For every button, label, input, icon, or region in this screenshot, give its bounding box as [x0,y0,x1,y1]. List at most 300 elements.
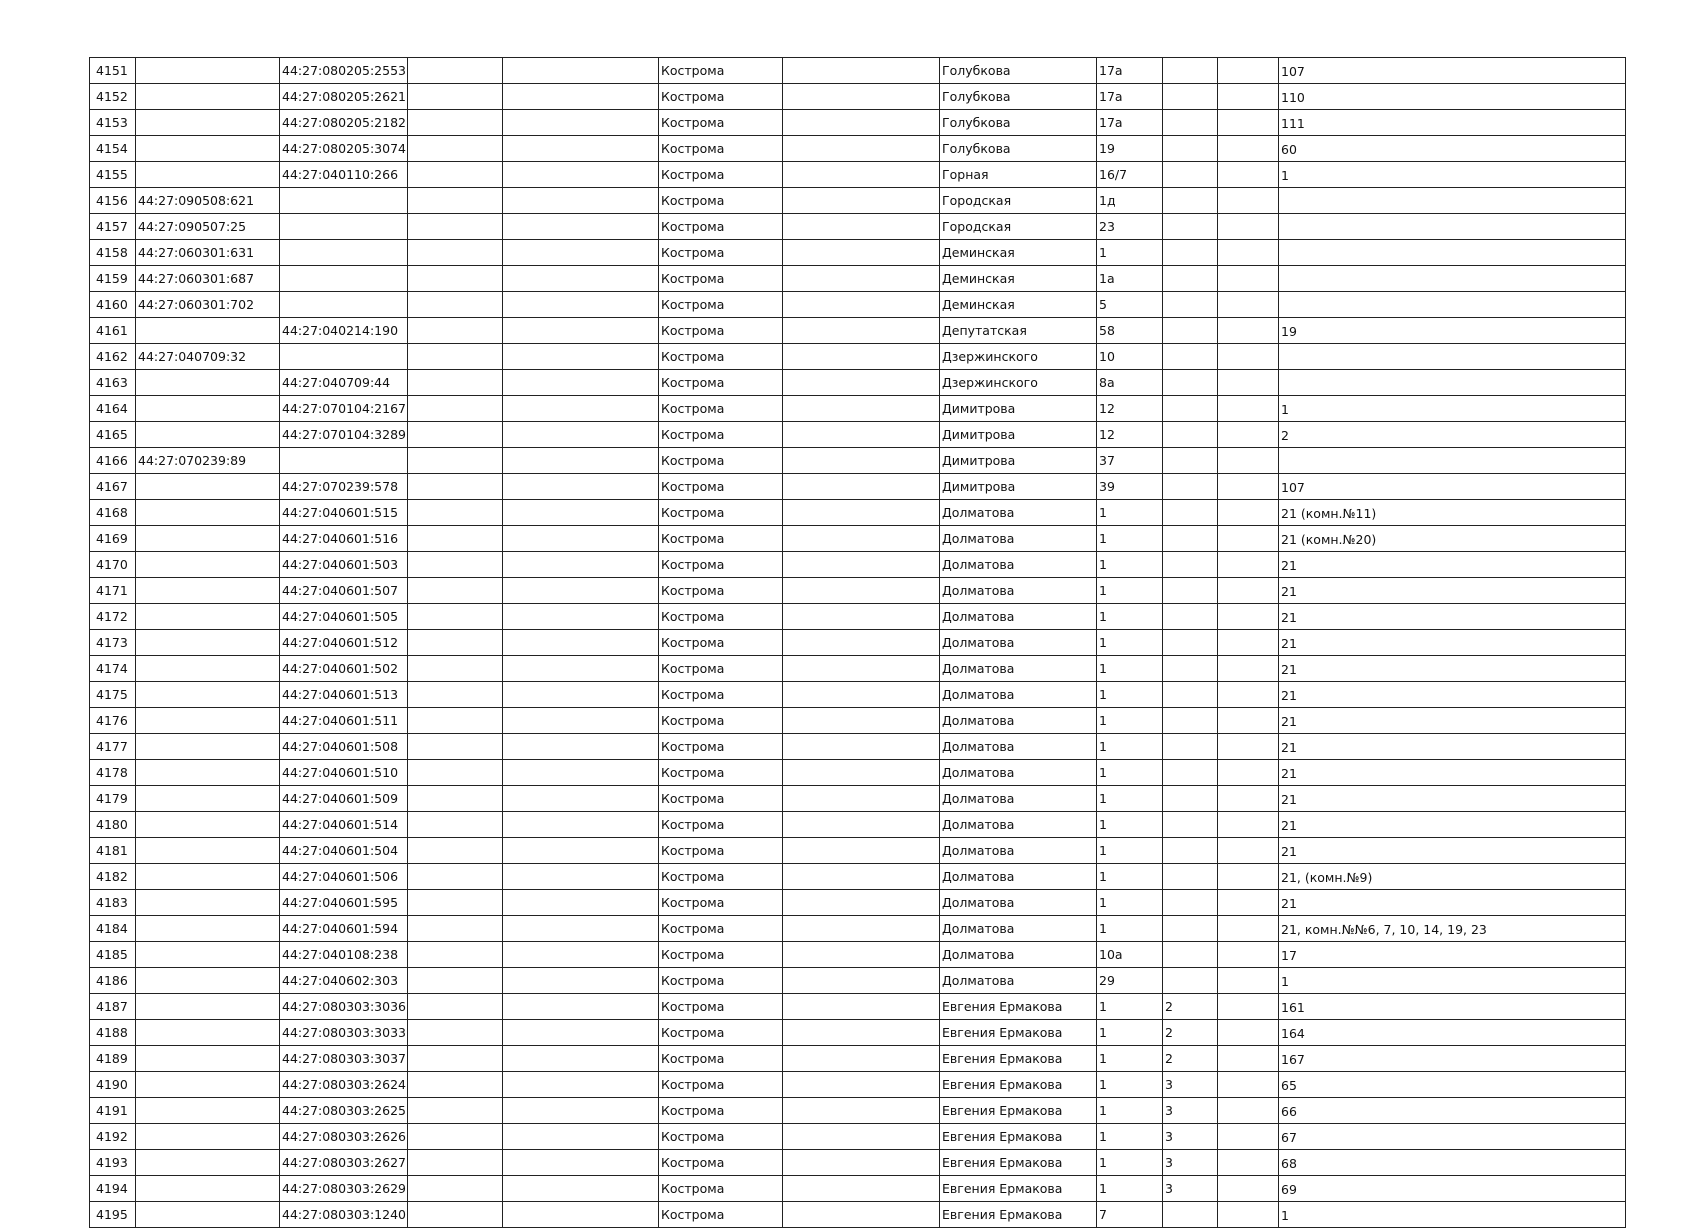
cell-col-5 [503,786,659,812]
cell-building-number [1163,630,1218,656]
cell-row-number: 4156 [90,188,136,214]
cell-apartment: 60 [1279,136,1626,162]
cell-cadastral-number-premises: 44:27:080303:2626 [280,1124,408,1150]
cell-house-number: 8а [1097,370,1163,396]
cell-cadastral-number-land [136,370,280,396]
table-row [90,1098,1626,1124]
cell-col-11 [1218,214,1279,240]
cell-building-number [1163,266,1218,292]
cell-building-number: 3 [1163,1124,1218,1150]
cell-cadastral-number-premises: 44:27:080303:2629 [280,1176,408,1202]
cell-row-number: 4194 [90,1176,136,1202]
table-row [90,240,1626,266]
cell-house-number: 1 [1097,604,1163,630]
cell-row-number: 4166 [90,448,136,474]
table-row [90,1020,1626,1046]
cell-building-number [1163,526,1218,552]
cell-col-4 [408,370,503,396]
table-row [90,214,1626,240]
cell-apartment: 1 [1279,1202,1626,1228]
cell-col-11 [1218,734,1279,760]
table-row [90,448,1626,474]
cell-building-number [1163,812,1218,838]
cell-cadastral-number-premises: 44:27:080205:2553 [280,58,408,84]
cell-apartment: 21 [1279,812,1626,838]
cell-cadastral-number-premises: 44:27:080303:2627 [280,1150,408,1176]
cell-col-11 [1218,500,1279,526]
cell-col-4 [408,812,503,838]
cell-house-number: 5 [1097,292,1163,318]
cell-house-number: 1д [1097,188,1163,214]
cell-cadastral-number-premises: 44:27:040601:502 [280,656,408,682]
cell-col-4 [408,968,503,994]
cell-row-number: 4168 [90,500,136,526]
cell-building-number [1163,58,1218,84]
cell-col-4 [408,1020,503,1046]
cell-cadastral-number-premises: 44:27:040601:513 [280,682,408,708]
cell-col-4 [408,474,503,500]
cell-cadastral-number-land [136,1020,280,1046]
cell-house-number: 1 [1097,760,1163,786]
cell-row-number: 4171 [90,578,136,604]
cell-col-7 [783,1046,940,1072]
cell-apartment: 2 [1279,422,1626,448]
cell-cadastral-number-land [136,890,280,916]
table-row [90,136,1626,162]
cell-col-4 [408,188,503,214]
cell-cadastral-number-premises: 44:27:040601:512 [280,630,408,656]
cell-col-5 [503,500,659,526]
table-row [90,1046,1626,1072]
cell-street: Долматова [940,630,1097,656]
cell-col-4 [408,916,503,942]
cell-city: Кострома [659,578,783,604]
cell-building-number [1163,162,1218,188]
cell-col-7 [783,292,940,318]
cell-col-4 [408,526,503,552]
cell-col-5 [503,136,659,162]
cell-row-number: 4186 [90,968,136,994]
cell-col-7 [783,734,940,760]
cell-col-7 [783,890,940,916]
cell-city: Кострома [659,1124,783,1150]
cell-col-4 [408,552,503,578]
cell-row-number: 4189 [90,1046,136,1072]
cell-col-7 [783,474,940,500]
cell-apartment: 21 [1279,578,1626,604]
cell-row-number: 4175 [90,682,136,708]
cell-col-11 [1218,760,1279,786]
cell-apartment [1279,292,1626,318]
property-register-table [89,57,1626,1228]
table-row [90,1150,1626,1176]
cell-col-4 [408,890,503,916]
cell-house-number: 1 [1097,1176,1163,1202]
cell-row-number: 4170 [90,552,136,578]
cell-street: Долматова [940,890,1097,916]
cell-col-5 [503,188,659,214]
cell-col-7 [783,604,940,630]
cell-apartment: 21 [1279,838,1626,864]
cell-house-number: 16/7 [1097,162,1163,188]
cell-building-number [1163,188,1218,214]
cell-cadastral-number-premises: 44:27:070239:578 [280,474,408,500]
cell-house-number: 37 [1097,448,1163,474]
cell-col-5 [503,838,659,864]
cell-cadastral-number-land [136,500,280,526]
cell-city: Кострома [659,838,783,864]
cell-apartment: 21 [1279,890,1626,916]
cell-city: Кострома [659,188,783,214]
table-row [90,942,1626,968]
cell-col-7 [783,916,940,942]
cell-city: Кострома [659,84,783,110]
cell-building-number [1163,682,1218,708]
cell-cadastral-number-land: 44:27:060301:687 [136,266,280,292]
cell-col-11 [1218,188,1279,214]
cell-house-number: 17а [1097,58,1163,84]
cell-city: Кострома [659,1176,783,1202]
cell-building-number [1163,344,1218,370]
cell-building-number: 3 [1163,1072,1218,1098]
cell-city: Кострома [659,812,783,838]
cell-cadastral-number-premises [280,344,408,370]
cell-cadastral-number-premises: 44:27:080303:2625 [280,1098,408,1124]
cell-col-5 [503,630,659,656]
cell-col-11 [1218,1072,1279,1098]
cell-row-number: 4157 [90,214,136,240]
cell-house-number: 10 [1097,344,1163,370]
cell-apartment: 21 (комн.№20) [1279,526,1626,552]
cell-apartment: 21 [1279,734,1626,760]
cell-col-7 [783,630,940,656]
cell-cadastral-number-premises: 44:27:040601:595 [280,890,408,916]
cell-col-4 [408,266,503,292]
cell-city: Кострома [659,1072,783,1098]
cell-apartment: 1 [1279,396,1626,422]
cell-apartment: 21 [1279,630,1626,656]
cell-row-number: 4158 [90,240,136,266]
cell-apartment: 67 [1279,1124,1626,1150]
cell-house-number: 1 [1097,682,1163,708]
cell-col-7 [783,396,940,422]
cell-street: Долматова [940,968,1097,994]
cell-col-7 [783,552,940,578]
cell-row-number: 4155 [90,162,136,188]
cell-city: Кострома [659,1150,783,1176]
cell-col-5 [503,110,659,136]
cell-street: Горная [940,162,1097,188]
cell-street: Евгения Ермакова [940,1072,1097,1098]
cell-col-11 [1218,968,1279,994]
cell-street: Долматова [940,916,1097,942]
cell-row-number: 4163 [90,370,136,396]
cell-apartment [1279,240,1626,266]
table-row [90,786,1626,812]
cell-col-5 [503,552,659,578]
cell-col-5 [503,968,659,994]
cell-cadastral-number-land: 44:27:060301:702 [136,292,280,318]
cell-col-5 [503,448,659,474]
cell-street: Голубкова [940,58,1097,84]
table-row [90,422,1626,448]
cell-cadastral-number-premises: 44:27:080205:2621 [280,84,408,110]
cell-col-5 [503,318,659,344]
cell-apartment: 65 [1279,1072,1626,1098]
cell-col-4 [408,1098,503,1124]
cell-col-11 [1218,630,1279,656]
cell-apartment: 19 [1279,318,1626,344]
cell-row-number: 4151 [90,58,136,84]
cell-city: Кострома [659,344,783,370]
cell-col-7 [783,968,940,994]
cell-city: Кострома [659,370,783,396]
cell-apartment: 21 [1279,682,1626,708]
cell-row-number: 4153 [90,110,136,136]
cell-cadastral-number-land [136,1150,280,1176]
cell-col-11 [1218,84,1279,110]
cell-city: Кострома [659,474,783,500]
table-row [90,318,1626,344]
table-row [90,162,1626,188]
cell-house-number: 1 [1097,1046,1163,1072]
cell-house-number: 10а [1097,942,1163,968]
cell-house-number: 1 [1097,994,1163,1020]
cell-cadastral-number-premises: 44:27:040601:503 [280,552,408,578]
cell-cadastral-number-premises: 44:27:040601:594 [280,916,408,942]
cell-col-4 [408,214,503,240]
cell-building-number [1163,864,1218,890]
cell-building-number [1163,448,1218,474]
cell-city: Кострома [659,58,783,84]
cell-col-7 [783,578,940,604]
cell-house-number: 12 [1097,422,1163,448]
cell-house-number: 1 [1097,864,1163,890]
cell-col-5 [503,1046,659,1072]
cell-col-5 [503,162,659,188]
cell-cadastral-number-land [136,968,280,994]
cell-col-5 [503,370,659,396]
cell-col-7 [783,370,940,396]
cell-house-number: 12 [1097,396,1163,422]
cell-apartment: 1 [1279,968,1626,994]
cell-street: Евгения Ермакова [940,1020,1097,1046]
cell-building-number [1163,474,1218,500]
cell-cadastral-number-land: 44:27:060301:631 [136,240,280,266]
cell-building-number [1163,422,1218,448]
cell-col-7 [783,448,940,474]
cell-city: Кострома [659,214,783,240]
cell-cadastral-number-land [136,1202,280,1228]
cell-col-5 [503,656,659,682]
cell-street: Депутатская [940,318,1097,344]
cell-cadastral-number-land [136,84,280,110]
cell-building-number: 2 [1163,1020,1218,1046]
cell-house-number: 1 [1097,708,1163,734]
cell-col-7 [783,708,940,734]
cell-house-number: 1 [1097,240,1163,266]
table-row [90,1124,1626,1150]
cell-apartment: 167 [1279,1046,1626,1072]
cell-city: Кострома [659,448,783,474]
cell-house-number: 1 [1097,1072,1163,1098]
cell-street: Долматова [940,526,1097,552]
cell-cadastral-number-premises: 44:27:040108:238 [280,942,408,968]
cell-cadastral-number-premises: 44:27:040601:507 [280,578,408,604]
cell-row-number: 4152 [90,84,136,110]
cell-street: Голубкова [940,110,1097,136]
cell-cadastral-number-land [136,552,280,578]
cell-row-number: 4162 [90,344,136,370]
cell-cadastral-number-premises: 44:27:080303:3037 [280,1046,408,1072]
cell-col-4 [408,786,503,812]
cell-street: Димитрова [940,396,1097,422]
cell-col-7 [783,864,940,890]
cell-cadastral-number-land [136,422,280,448]
cell-house-number: 29 [1097,968,1163,994]
cell-cadastral-number-land: 44:27:090508:621 [136,188,280,214]
cell-street: Евгения Ермакова [940,1150,1097,1176]
cell-cadastral-number-land [136,58,280,84]
cell-house-number: 17а [1097,110,1163,136]
cell-cadastral-number-land [136,318,280,344]
cell-street: Димитрова [940,448,1097,474]
cell-city: Кострома [659,162,783,188]
cell-cadastral-number-land [136,1098,280,1124]
cell-col-5 [503,682,659,708]
cell-building-number [1163,110,1218,136]
cell-house-number: 1 [1097,1098,1163,1124]
cell-row-number: 4161 [90,318,136,344]
cell-col-11 [1218,136,1279,162]
cell-cadastral-number-land [136,474,280,500]
cell-col-7 [783,214,940,240]
cell-row-number: 4154 [90,136,136,162]
cell-col-11 [1218,1098,1279,1124]
cell-cadastral-number-land [136,578,280,604]
cell-col-11 [1218,604,1279,630]
cell-col-11 [1218,812,1279,838]
cell-cadastral-number-premises: 44:27:040601:511 [280,708,408,734]
cell-row-number: 4182 [90,864,136,890]
cell-building-number [1163,708,1218,734]
cell-col-4 [408,292,503,318]
cell-cadastral-number-land: 44:27:040709:32 [136,344,280,370]
cell-col-11 [1218,656,1279,682]
cell-col-5 [503,214,659,240]
cell-cadastral-number-premises: 44:27:080303:3036 [280,994,408,1020]
cell-cadastral-number-land [136,812,280,838]
cell-col-11 [1218,448,1279,474]
cell-cadastral-number-premises: 44:27:070104:3289 [280,422,408,448]
cell-street: Долматова [940,552,1097,578]
cell-col-11 [1218,526,1279,552]
cell-building-number: 3 [1163,1150,1218,1176]
cell-building-number [1163,968,1218,994]
cell-cadastral-number-land [136,682,280,708]
cell-building-number [1163,1202,1218,1228]
cell-apartment: 21, (комн.№9) [1279,864,1626,890]
cell-row-number: 4190 [90,1072,136,1098]
cell-col-7 [783,136,940,162]
cell-row-number: 4176 [90,708,136,734]
cell-city: Кострома [659,656,783,682]
cell-street: Голубкова [940,84,1097,110]
cell-col-4 [408,240,503,266]
cell-col-4 [408,1072,503,1098]
cell-cadastral-number-land [136,1046,280,1072]
cell-city: Кострома [659,318,783,344]
cell-col-11 [1218,396,1279,422]
cell-col-11 [1218,942,1279,968]
cell-apartment [1279,370,1626,396]
cell-cadastral-number-premises: 44:27:040601:508 [280,734,408,760]
cell-col-11 [1218,1020,1279,1046]
cell-street: Деминская [940,240,1097,266]
cell-cadastral-number-premises [280,448,408,474]
cell-apartment: 21, комн.№№6, 7, 10, 14, 19, 23 [1279,916,1626,942]
cell-col-11 [1218,1176,1279,1202]
cell-house-number: 1 [1097,500,1163,526]
cell-cadastral-number-premises [280,292,408,318]
cell-building-number [1163,240,1218,266]
cell-street: Евгения Ермакова [940,1098,1097,1124]
cell-col-7 [783,318,940,344]
cell-cadastral-number-land [136,708,280,734]
cell-col-5 [503,526,659,552]
cell-street: Долматова [940,682,1097,708]
cell-street: Голубкова [940,136,1097,162]
cell-city: Кострома [659,1020,783,1046]
cell-cadastral-number-land: 44:27:070239:89 [136,448,280,474]
cell-col-4 [408,734,503,760]
cell-street: Долматова [940,734,1097,760]
cell-house-number: 1 [1097,552,1163,578]
cell-building-number: 3 [1163,1176,1218,1202]
cell-apartment [1279,448,1626,474]
cell-col-7 [783,1098,940,1124]
cell-apartment: 110 [1279,84,1626,110]
cell-cadastral-number-premises: 44:27:080303:2624 [280,1072,408,1098]
cell-house-number: 1 [1097,786,1163,812]
cell-col-5 [503,604,659,630]
cell-col-7 [783,760,940,786]
cell-col-5 [503,1202,659,1228]
cell-col-4 [408,396,503,422]
cell-col-4 [408,84,503,110]
cell-col-11 [1218,318,1279,344]
cell-col-11 [1218,994,1279,1020]
cell-street: Евгения Ермакова [940,1202,1097,1228]
cell-col-4 [408,344,503,370]
cell-col-5 [503,578,659,604]
table-row [90,890,1626,916]
cell-house-number: 1 [1097,578,1163,604]
cell-col-4 [408,708,503,734]
cell-cadastral-number-premises: 44:27:040602:303 [280,968,408,994]
cell-city: Кострома [659,604,783,630]
cell-house-number: 1 [1097,1124,1163,1150]
cell-house-number: 1 [1097,630,1163,656]
cell-col-4 [408,994,503,1020]
cell-col-11 [1218,786,1279,812]
cell-house-number: 1 [1097,916,1163,942]
cell-city: Кострома [659,110,783,136]
cell-row-number: 4169 [90,526,136,552]
cell-col-7 [783,422,940,448]
cell-col-11 [1218,916,1279,942]
cell-house-number: 1 [1097,838,1163,864]
